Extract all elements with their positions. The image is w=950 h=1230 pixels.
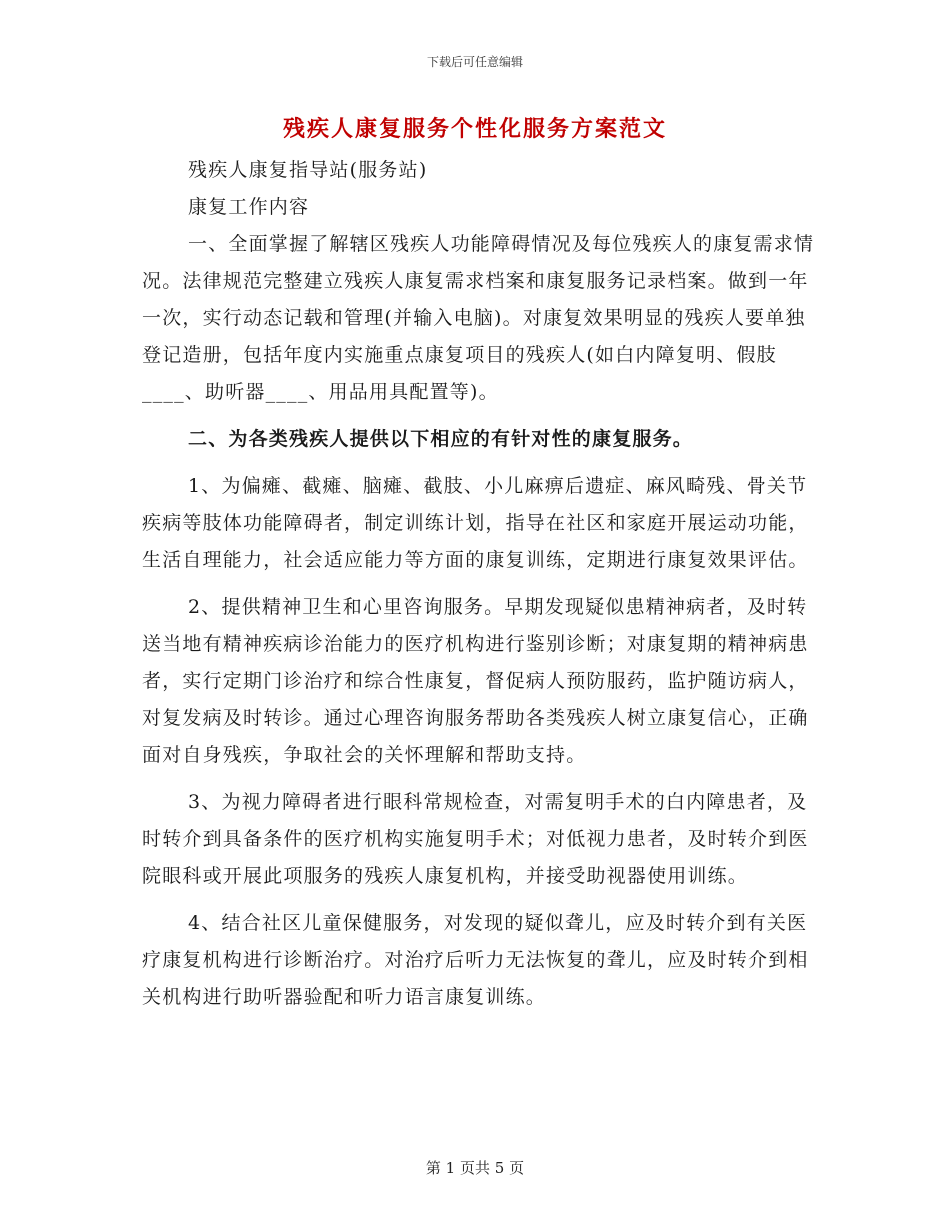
paragraph-item-2: 2、提供精神卫生和心里咨询服务。早期发现疑似患精神病者，及时转送当地有精神疾病诊治能力的医疗机构进行鉴别诊断；对康复期的精神病患者，实行定期门诊治疗和综合性康复，督促病人预防服药，监护随访病人，对复发病及时转诊。通过心理咨询服务帮助各类残疾人树立康复信心，正确面对自身残疾，争取社会的关怀理解和帮助支持。 <box>142 596 809 766</box>
paragraph-item-4: 4、结合社区儿童保健服务，对发现的疑似聋儿，应及时转介到有关医疗康复机构进行诊断治疗。对治疗后听力无法恢复的聋儿，应及时转介到相关机构进行助听器验配和听力语言康复训练。 <box>142 912 809 1008</box>
paragraph-work-content: 康复工作内容 <box>188 196 310 218</box>
paragraph-section-two-heading: 二、为各类残疾人提供以下相应的有针对性的康复服务。 <box>188 428 694 450</box>
paragraph-item-3: 3、为视力障碍者进行眼科常规检查，对需复明手术的白内障患者，及时转介到具备条件的医疗机构实施复明手术；对低视力患者，及时转介到医院眼科或开展此项服务的残疾人康复机构，并接受助视器使用训练。 <box>142 791 809 887</box>
document-title: 残疾人康复服务个性化服务方案范文 <box>282 116 667 142</box>
paragraph-station: 残疾人康复指导站(服务站) <box>188 159 428 181</box>
document-body <box>142 152 822 1016</box>
page-footer: 第 1 页共 5 页 <box>425 1159 525 1177</box>
paragraph-item-1: 1、为偏瘫、截瘫、脑瘫、截肢、小儿麻痹后遗症、麻风畸残、骨关节疾病等肢体功能障碍者，制定训练计划，指导在社区和家庭开展运动功能，生活自理能力，社会适应能力等方面的康复训练，定期进行康复效果评估。 <box>142 475 809 571</box>
header-note: 下载后可任意编辑 <box>426 55 523 69</box>
paragraph-section-one: 一、全面掌握了解辖区残疾人功能障碍情况及每位残疾人的康复需求情况。法律规范完整建立残疾人康复需求档案和康复服务记录档案。做到一年一次，实行动态记载和管理(并输入电脑)。对康复效果明显的残疾人要单独登记造册，包括年度内实施重点康复项目的残疾人(如白内障复明、假肢____、助听器____、用品用具配置等)。 <box>142 233 815 403</box>
